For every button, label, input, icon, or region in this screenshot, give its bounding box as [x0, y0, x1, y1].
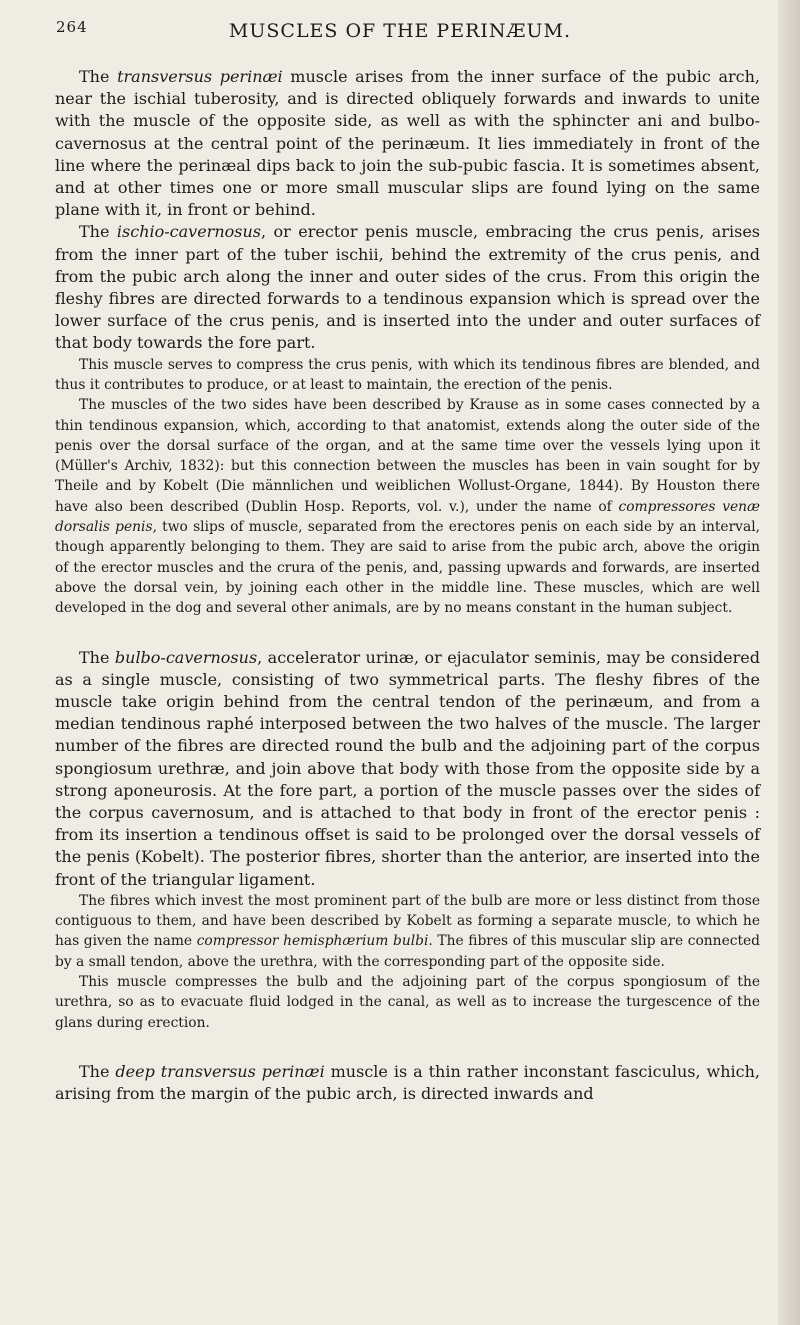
italic-term: compressores venæ dorsalis penis	[55, 498, 761, 536]
text-run: The	[79, 67, 118, 86]
text-run: This muscle compresses the bulb and the adjoining part of the corpus spongiosum of the urethra, so as to evacuate fluid lodged in the canal, as well as to increase the turgescence of the glans during erection.	[55, 973, 760, 1031]
italic-term: bulbo-cavernosus	[114, 647, 258, 667]
paragraph	[55, 395, 760, 618]
page-edge-shadow	[778, 0, 800, 1325]
paragraph	[55, 972, 760, 1033]
text-run: The	[79, 1061, 116, 1081]
text-run: , or erector penis muscle, embracing the crus penis, arises from the inner part of the tuber ischii, behind the extremity of the crus penis, and from the pubic arch along the inner and outer sides of the crus. From this origin the fleshy fibres are directed forwards to a tendinous expansion which is spread over the lower surface of the crus penis, and is inserted into the under and outer surfaces of that body towards the fore part.	[55, 222, 760, 353]
running-head: MUSCLES OF THE PERINÆUM.	[228, 20, 572, 42]
text-run: muscle arises from the inner surface of the pubic arch, near the ischial tuberosity, and is directed obliquely forwards and inwards to unite with the muscle of the opposite side, as well as with the sphincter ani and bulbo-cavernosus at the central point of the perinæum. It lies immediately in front of the line where the perinæal dips back to join the sub-pubic fascia. It is sometimes absent, and at other times one or more small muscular slips are found lying on the same plane with it, in front or behind.	[55, 67, 761, 220]
text-run: , accelerator urinæ, or ejaculator seminis, may be considered as a single muscle, consisting of two symmetrical parts. The fleshy fibres of the muscle take origin behind from the central tendon of the perinæum, and from a median tendinous raphé interposed between the two halves of the muscle. The larger number of the fibres are directed round the bulb and the adjoining part of the corpus spongiosum urethræ, and join above that body with those from the opposite side by a strong aponeurosis. At the fore part, a portion of the muscle passes over the sides of the corpus cavernosum, and is attached to that body in front of the erector penis : from its insertion a tendinous offset is said to be prolonged over the dorsal vessels of the penis (Kobelt). The posterior fibres, shorter than the anterior, are inserted into the front of the triangular ligament.	[55, 647, 761, 889]
text-run: , two slips of muscle, separated from the erectores penis on each side by an interval, though apparently belonging to them. They are said to arise from the pubic arch, above the origin of the erector muscles and the crura of the penis, and, passing upwards and forwards, are inserted above the dorsal vein, by joining each other in the middle line. These muscles, which are well developed in the dog and several other animals, are by no means constant in the human subject.	[55, 519, 760, 617]
paragraph	[55, 1061, 760, 1105]
text-run: muscle is a thin rather inconstant fasciculus, which, arising from the margin of the pubic arch, is directed inwards and	[55, 1061, 761, 1104]
text-run: This muscle serves to compress the crus penis, with which its tendinous fibres are blended, and thus it contributes to produce, or at least to maintain, the erection of the penis.	[55, 356, 760, 393]
italic-term: ischio-cavernosus	[116, 222, 261, 242]
paragraph	[55, 66, 760, 221]
paragraph	[55, 891, 760, 972]
page-body	[55, 66, 760, 1105]
text-run: . The fibres of this muscular slip are connected by a small tendon, above the urethra, with the corresponding part of the opposite side.	[55, 933, 760, 970]
text-run: The	[79, 222, 117, 242]
text-run: The fibres which invest the most prominent part of the bulb are more or less distinct from those contiguous to them, and have been described by Kobelt as forming a separate muscle, to which he has given the name	[55, 892, 760, 950]
paragraph	[55, 221, 760, 354]
italic-term: compressor hemisphærium bulbi	[196, 933, 429, 950]
paragraph	[55, 355, 760, 396]
italic-term: deep transversus perinæi	[115, 1061, 325, 1081]
text-run: The	[79, 647, 115, 667]
paragraph	[55, 647, 760, 891]
italic-term: transversus perinæi	[117, 67, 283, 86]
page-number: 264	[56, 18, 88, 36]
text-run: The muscles of the two sides have been described by Krause as in some cases connected by a thin tendinous expansion, which, according to that anatomist, extends along the outer side of the penis over the dorsal surface of the organ, and at the same time over the vessels lying upon it (Müller's Archiv, 1832): but this connection between the muscles has been in vain sought for by Theile and by Kobelt (Die männlichen und weiblichen Wollust-Organe, 1844). By Houston there have also been described (Dublin Hosp. Reports, vol. v.), under the name of	[55, 397, 760, 515]
